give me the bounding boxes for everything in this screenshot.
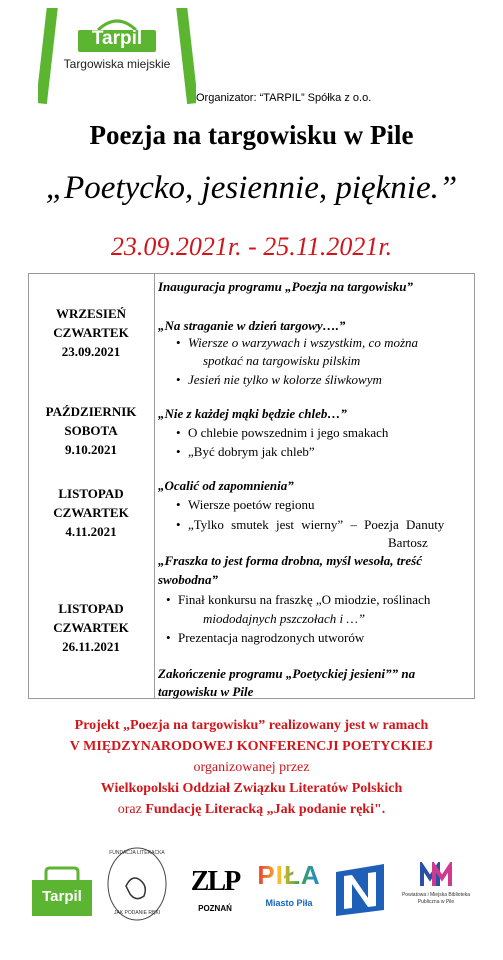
- row-3-bullet-2b: Bartosz: [388, 535, 428, 550]
- bullet-icon: •: [176, 335, 181, 350]
- month: LISTOPAD: [58, 486, 124, 501]
- table-row-date-3: [28, 484, 154, 541]
- footer-line-5-prefix: oraz: [117, 802, 146, 817]
- bullet-icon: •: [166, 630, 171, 645]
- pila-sub-text: Miasto Piła: [265, 898, 313, 908]
- bullet-icon: •: [176, 444, 181, 459]
- pila-word: PIŁA: [257, 860, 321, 890]
- row-3-bullet-2a: „Tylko smutek jest wierny” – Poezja Danuty: [188, 517, 445, 532]
- bullet-icon: •: [176, 425, 181, 440]
- zlp-city-text: POZNAŃ: [198, 904, 232, 913]
- table-row-date-1: [28, 304, 154, 361]
- footer-line-1: Projekt „Poezja na targowisku” realizowany jest w ramach: [74, 718, 429, 733]
- fundacja-top-text: FUNDACJA LITERACKA: [109, 850, 165, 856]
- logo-brand-text: Tarpil: [91, 28, 143, 49]
- organizer-text: Organizator: “TARPIL” Spółka z o.o.: [196, 92, 372, 104]
- slogan: „Poetycko, jesiennie, pięknie.”: [45, 170, 458, 206]
- row-3-bullet-1: Wiersze poetów regionu: [188, 497, 315, 512]
- tarpil-logo: [38, 8, 196, 104]
- date: 4.11.2021: [65, 524, 117, 539]
- inauguration-text: Inauguracja programu „Poezja na targowisku”: [158, 279, 414, 294]
- footer-line-2: V MIĘDZYNARODOWEJ KONFERENCJI POETYCKIEJ: [69, 739, 434, 754]
- footer-line-4: Wielkopolski Oddział Związku Literatów Polskich: [100, 781, 403, 796]
- tarpil-footer-logo: [30, 866, 94, 918]
- closing-line-1: Zakończenie programu „Poetyckiej jesieni”” na: [158, 666, 416, 681]
- n-logo-icon: [334, 862, 386, 918]
- date-range: 23.09.2021r. - 25.11.2021r.: [110, 232, 393, 261]
- row-1-bullet-1b: spotkać na targowisku pilskim: [203, 353, 361, 368]
- weekday: CZWARTEK: [53, 505, 129, 520]
- date: 9.10.2021: [65, 442, 117, 457]
- bullet-icon: •: [176, 372, 181, 387]
- row-2-heading: „Nie z każdej mąki będzie chleb…”: [158, 406, 347, 421]
- logo-tagline: Targowiska miejskie: [63, 57, 171, 71]
- fundacja-bottom-text: JAK PODANIE RĘKI: [113, 910, 161, 916]
- bullet-icon: •: [176, 517, 181, 532]
- page-title: Poezja na targowisku w Pile: [89, 120, 414, 150]
- footer-line-3: organizowanej przez: [193, 760, 310, 775]
- footer-line-5: [0, 800, 503, 820]
- fundacja-logo: [106, 846, 168, 922]
- month: LISTOPAD: [58, 601, 124, 616]
- closing-line-2: targowisku w Pile: [158, 684, 254, 699]
- row-2-bullet-1: O chlebie powszednim i jego smakach: [188, 425, 389, 440]
- bullet-icon: •: [176, 497, 181, 512]
- bullet-icon: •: [166, 592, 171, 607]
- row-2-bullet-2: „Być dobrym jak chleb”: [188, 444, 315, 459]
- row-3-heading: „Ocalić od zapomnienia”: [158, 478, 294, 493]
- date: 26.11.2021: [62, 639, 120, 654]
- weekday: SOBOTA: [64, 423, 118, 438]
- row-4-bullet-1b: miododajnych pszczołach i …”: [203, 611, 366, 626]
- row-4-bullet-2: Prezentacja nagrodzonych utworów: [178, 630, 365, 645]
- library-logo: [396, 862, 476, 918]
- footer-line-5-bold: Fundację Literacką „Jak podanie ręki".: [145, 802, 386, 817]
- row-1-heading: „Na straganie w dzień targowy….”: [158, 318, 346, 333]
- library-text: Powiatowa i Miejska Biblioteka Publiczna w Pile: [401, 892, 471, 905]
- date: 23.09.2021: [61, 344, 121, 359]
- table-row-date-4: [28, 599, 154, 656]
- table-column-divider: [154, 273, 155, 699]
- row-4-bullet-1a: Finał konkursu na fraszkę „O miodzie, roślinach: [178, 592, 431, 607]
- row-4-heading-a: „Fraszka to jest forma drobna, myśl wesoła, treść: [158, 553, 422, 568]
- pila-word-wrap: [256, 860, 322, 891]
- weekday: CZWARTEK: [53, 325, 129, 340]
- row-1-bullet-2: Jesień nie tylko w kolorze śliwkowym: [188, 372, 382, 387]
- table-row-date-2: [28, 402, 154, 459]
- pila-logo: [256, 860, 322, 920]
- zlp-logo: [190, 866, 240, 922]
- month: PAŹDZIERNIK: [45, 404, 137, 419]
- weekday: CZWARTEK: [53, 620, 129, 635]
- zlp-text: ZLP: [190, 866, 240, 897]
- row-4-heading-b: swobodna”: [158, 572, 218, 587]
- tarpil-footer-text: Tarpil: [42, 888, 82, 905]
- month: WRZESIEŃ: [55, 306, 127, 321]
- row-1-bullet-1a: Wiersze o warzywach i wszystkim, co można: [188, 335, 419, 350]
